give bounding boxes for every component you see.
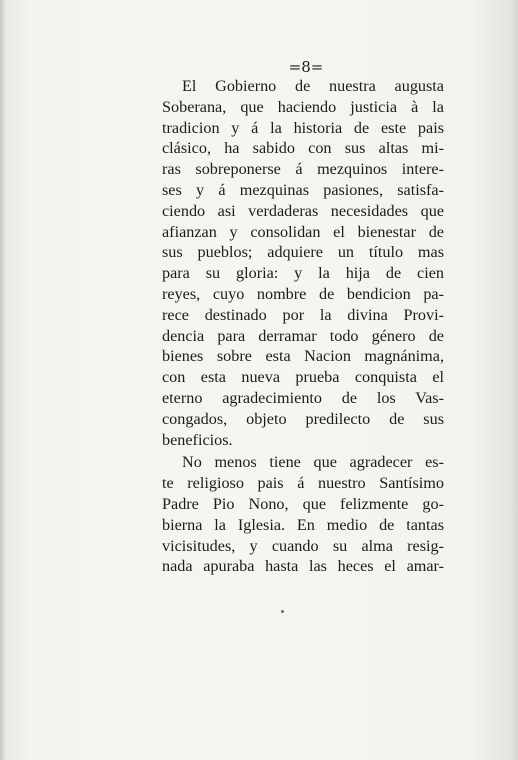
text-line: eterno agradecimiento de los Vas- bbox=[162, 388, 444, 407]
body-text bbox=[162, 76, 444, 577]
text-line: rece destinado por la divina Provi- bbox=[162, 305, 444, 324]
text-line: Padre Pio Nono, que felizmente go- bbox=[162, 494, 444, 513]
text-line: para su gloria: y la hija de cien bbox=[162, 264, 444, 283]
text-line: afianzan y consolidan el bienestar de bbox=[162, 222, 444, 241]
text-line: tradicion y á la historia de este pais bbox=[162, 118, 444, 137]
text-line: bienes sobre esta Nacion magnánima, bbox=[162, 347, 444, 366]
text-line: congados, objeto predilecto de sus bbox=[162, 409, 444, 428]
paragraph-2 bbox=[162, 452, 444, 577]
page-number: =8= bbox=[288, 58, 324, 76]
text-line: Soberana, que haciendo justicia à la bbox=[162, 97, 444, 116]
text-line: El Gobierno de nuestra augusta bbox=[182, 77, 444, 95]
text-line: No menos tiene que agradecer es- bbox=[182, 453, 444, 472]
text-line: con esta nueva prueba conquista el bbox=[162, 368, 444, 387]
text-line: beneficios. bbox=[162, 430, 233, 449]
text-line: nada apuraba hasta las heces el amar- bbox=[162, 557, 444, 576]
text-line: ciendo asi verdaderas necesidades que bbox=[162, 201, 444, 220]
text-line: vicisitudes, y cuando su alma resig- bbox=[162, 536, 444, 555]
text-line: ras sobreponerse á mezquinos intere- bbox=[162, 160, 444, 179]
text-line: te religioso pais á nuestro Santísimo bbox=[162, 474, 444, 493]
text-line: dencia para derramar todo género de bbox=[162, 326, 444, 345]
page-edge-shadow bbox=[0, 0, 6, 760]
text-line: ses y á mezquinas pasiones, satisfa- bbox=[162, 180, 444, 199]
text-line: reyes, cuyo nombre de bendicion pa- bbox=[162, 284, 444, 303]
text-line: sus pueblos; adquiere un título mas bbox=[162, 243, 444, 262]
text-line: bierna la Iglesia. En medio de tantas bbox=[162, 515, 444, 534]
text-line: clásico, ha sabido con sus altas mi- bbox=[162, 139, 444, 158]
paragraph-1 bbox=[162, 76, 444, 450]
ink-speck bbox=[281, 610, 284, 613]
